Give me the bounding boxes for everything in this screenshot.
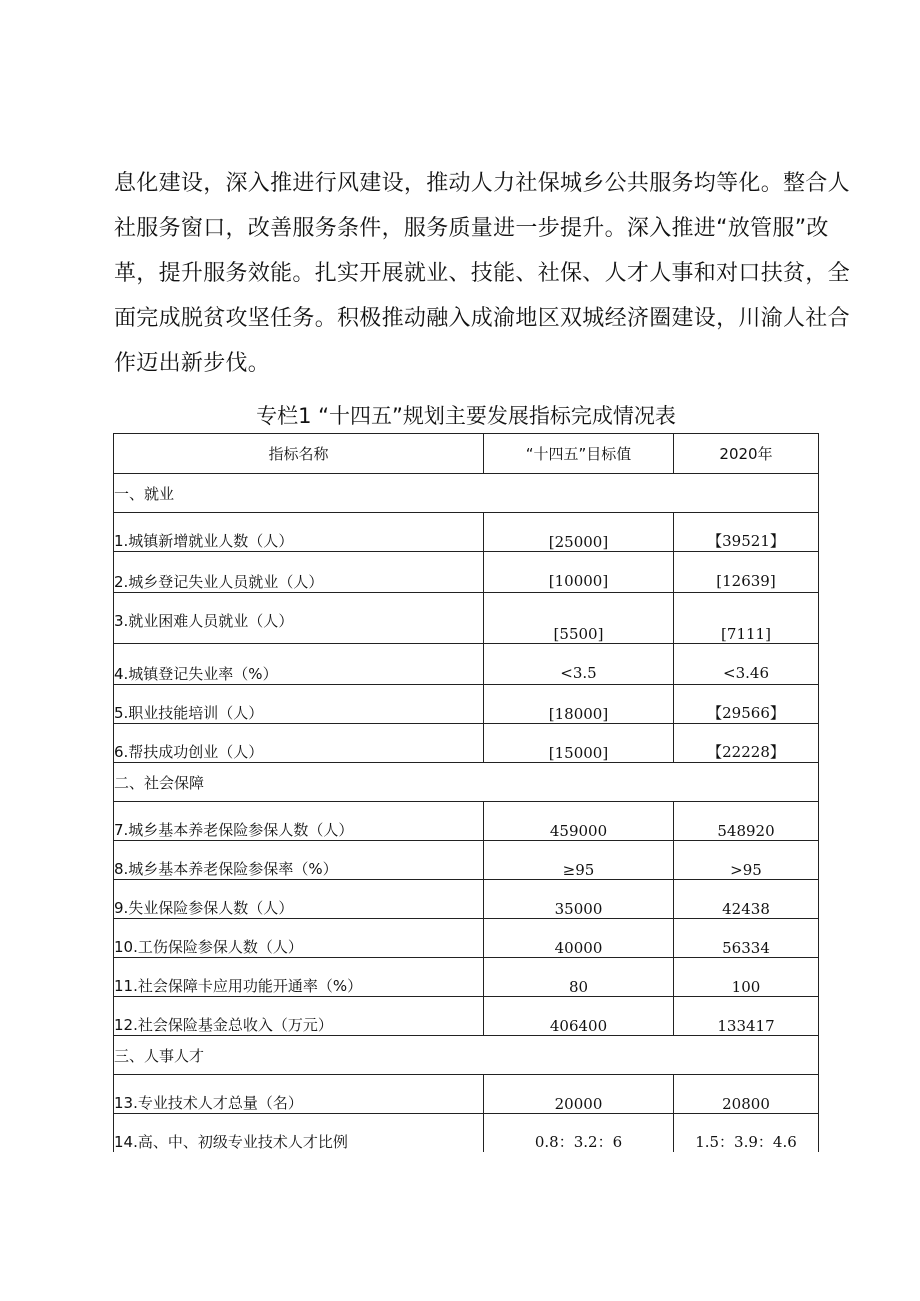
- paragraph-line: 作迈出新步伐。: [114, 351, 271, 376]
- value-2020: 56334: [674, 919, 819, 958]
- indicator-name: 5.职业技能培训（人）: [114, 685, 484, 724]
- target-value: ≥95: [484, 841, 674, 880]
- target-value: 40000: [484, 919, 674, 958]
- value-2020: [12639]: [674, 552, 819, 593]
- value-2020: >95: [674, 841, 819, 880]
- section-row: [114, 763, 819, 802]
- value-2020: 42438: [674, 880, 819, 919]
- value-2020: 20800: [674, 1075, 819, 1114]
- header-indicator-name: 指标名称: [114, 434, 484, 474]
- table-row: [114, 1075, 819, 1114]
- target-value: 459000: [484, 802, 674, 841]
- value-2020: 1.5：3.9：4.6: [674, 1114, 819, 1153]
- target-value: 80: [484, 958, 674, 997]
- section-row: [114, 1036, 819, 1075]
- table-row: [114, 685, 819, 724]
- paragraph-line: 面完成脱贫攻坚任务。积极推动融入成渝地区双城经济圈建设，川渝人社合: [114, 306, 850, 331]
- table-row: [114, 593, 819, 644]
- value-2020: [7111]: [674, 593, 819, 644]
- table-caption: 专栏1 “十四五”规划主要发展指标完成情况表: [256, 404, 676, 428]
- table-row: [114, 513, 819, 552]
- target-value: [18000]: [484, 685, 674, 724]
- table-row: [114, 880, 819, 919]
- indicator-name: 9.失业保险参保人数（人）: [114, 880, 484, 919]
- target-value: 35000: [484, 880, 674, 919]
- header-year-2020: 2020年: [674, 434, 819, 474]
- section-row: [114, 474, 819, 513]
- indicator-name: 11.社会保障卡应用功能开通率（%）: [114, 958, 484, 997]
- table-row: [114, 997, 819, 1036]
- paragraph-line: 社服务窗口，改善服务条件，服务质量进一步提升。深入推进“放管服”改: [114, 216, 829, 241]
- target-value: 20000: [484, 1075, 674, 1114]
- indicator-name: 14.高、中、初级专业技术人才比例: [114, 1114, 484, 1153]
- table-row: [114, 841, 819, 880]
- indicator-name: 1.城镇新增就业人数（人）: [114, 513, 484, 552]
- target-value: [25000]: [484, 513, 674, 552]
- target-value: [10000]: [484, 552, 674, 593]
- section-title: 三、人事人才: [114, 1036, 819, 1075]
- table-row: [114, 552, 819, 593]
- value-2020: 133417: [674, 997, 819, 1036]
- section-title: 一、就业: [114, 474, 819, 513]
- indicator-name: 8.城乡基本养老保险参保率（%）: [114, 841, 484, 880]
- target-value: [15000]: [484, 724, 674, 763]
- table-row: [114, 724, 819, 763]
- indicator-name: 12.社会保险基金总收入（万元）: [114, 997, 484, 1036]
- target-value: <3.5: [484, 644, 674, 685]
- indicator-table: [113, 433, 819, 1152]
- value-2020: 548920: [674, 802, 819, 841]
- value-2020: 100: [674, 958, 819, 997]
- indicator-name: 6.帮扶成功创业（人）: [114, 724, 484, 763]
- indicator-name: 3.就业困难人员就业（人）: [114, 593, 484, 644]
- indicator-name: 2.城乡登记失业人员就业（人）: [114, 552, 484, 593]
- section-title: 二、社会保障: [114, 763, 819, 802]
- table-row: [114, 1114, 819, 1153]
- body-paragraph: [114, 161, 850, 386]
- table-row: [114, 644, 819, 685]
- paragraph-line: 息化建设，深入推进行风建设，推动人力社保城乡公共服务均等化。整合人: [114, 171, 850, 196]
- table-row: [114, 919, 819, 958]
- table-row: [114, 802, 819, 841]
- value-2020: 【29566】: [674, 685, 819, 724]
- target-value: 0.8：3.2：6: [484, 1114, 674, 1153]
- indicator-name: 10.工伤保险参保人数（人）: [114, 919, 484, 958]
- value-2020: 【22228】: [674, 724, 819, 763]
- indicator-name: 4.城镇登记失业率（%）: [114, 644, 484, 685]
- table-row: [114, 958, 819, 997]
- header-target-value: “十四五”目标值: [484, 434, 674, 474]
- target-value: 406400: [484, 997, 674, 1036]
- value-2020: 【39521】: [674, 513, 819, 552]
- indicator-name: 13.专业技术人才总量（名）: [114, 1075, 484, 1114]
- target-value: [5500]: [484, 593, 674, 644]
- table-header-row: [114, 434, 819, 474]
- value-2020: <3.46: [674, 644, 819, 685]
- paragraph-line: 革，提升服务效能。扎实开展就业、技能、社保、人才人事和对口扶贫，全: [114, 261, 850, 286]
- indicator-name: 7.城乡基本养老保险参保人数（人）: [114, 802, 484, 841]
